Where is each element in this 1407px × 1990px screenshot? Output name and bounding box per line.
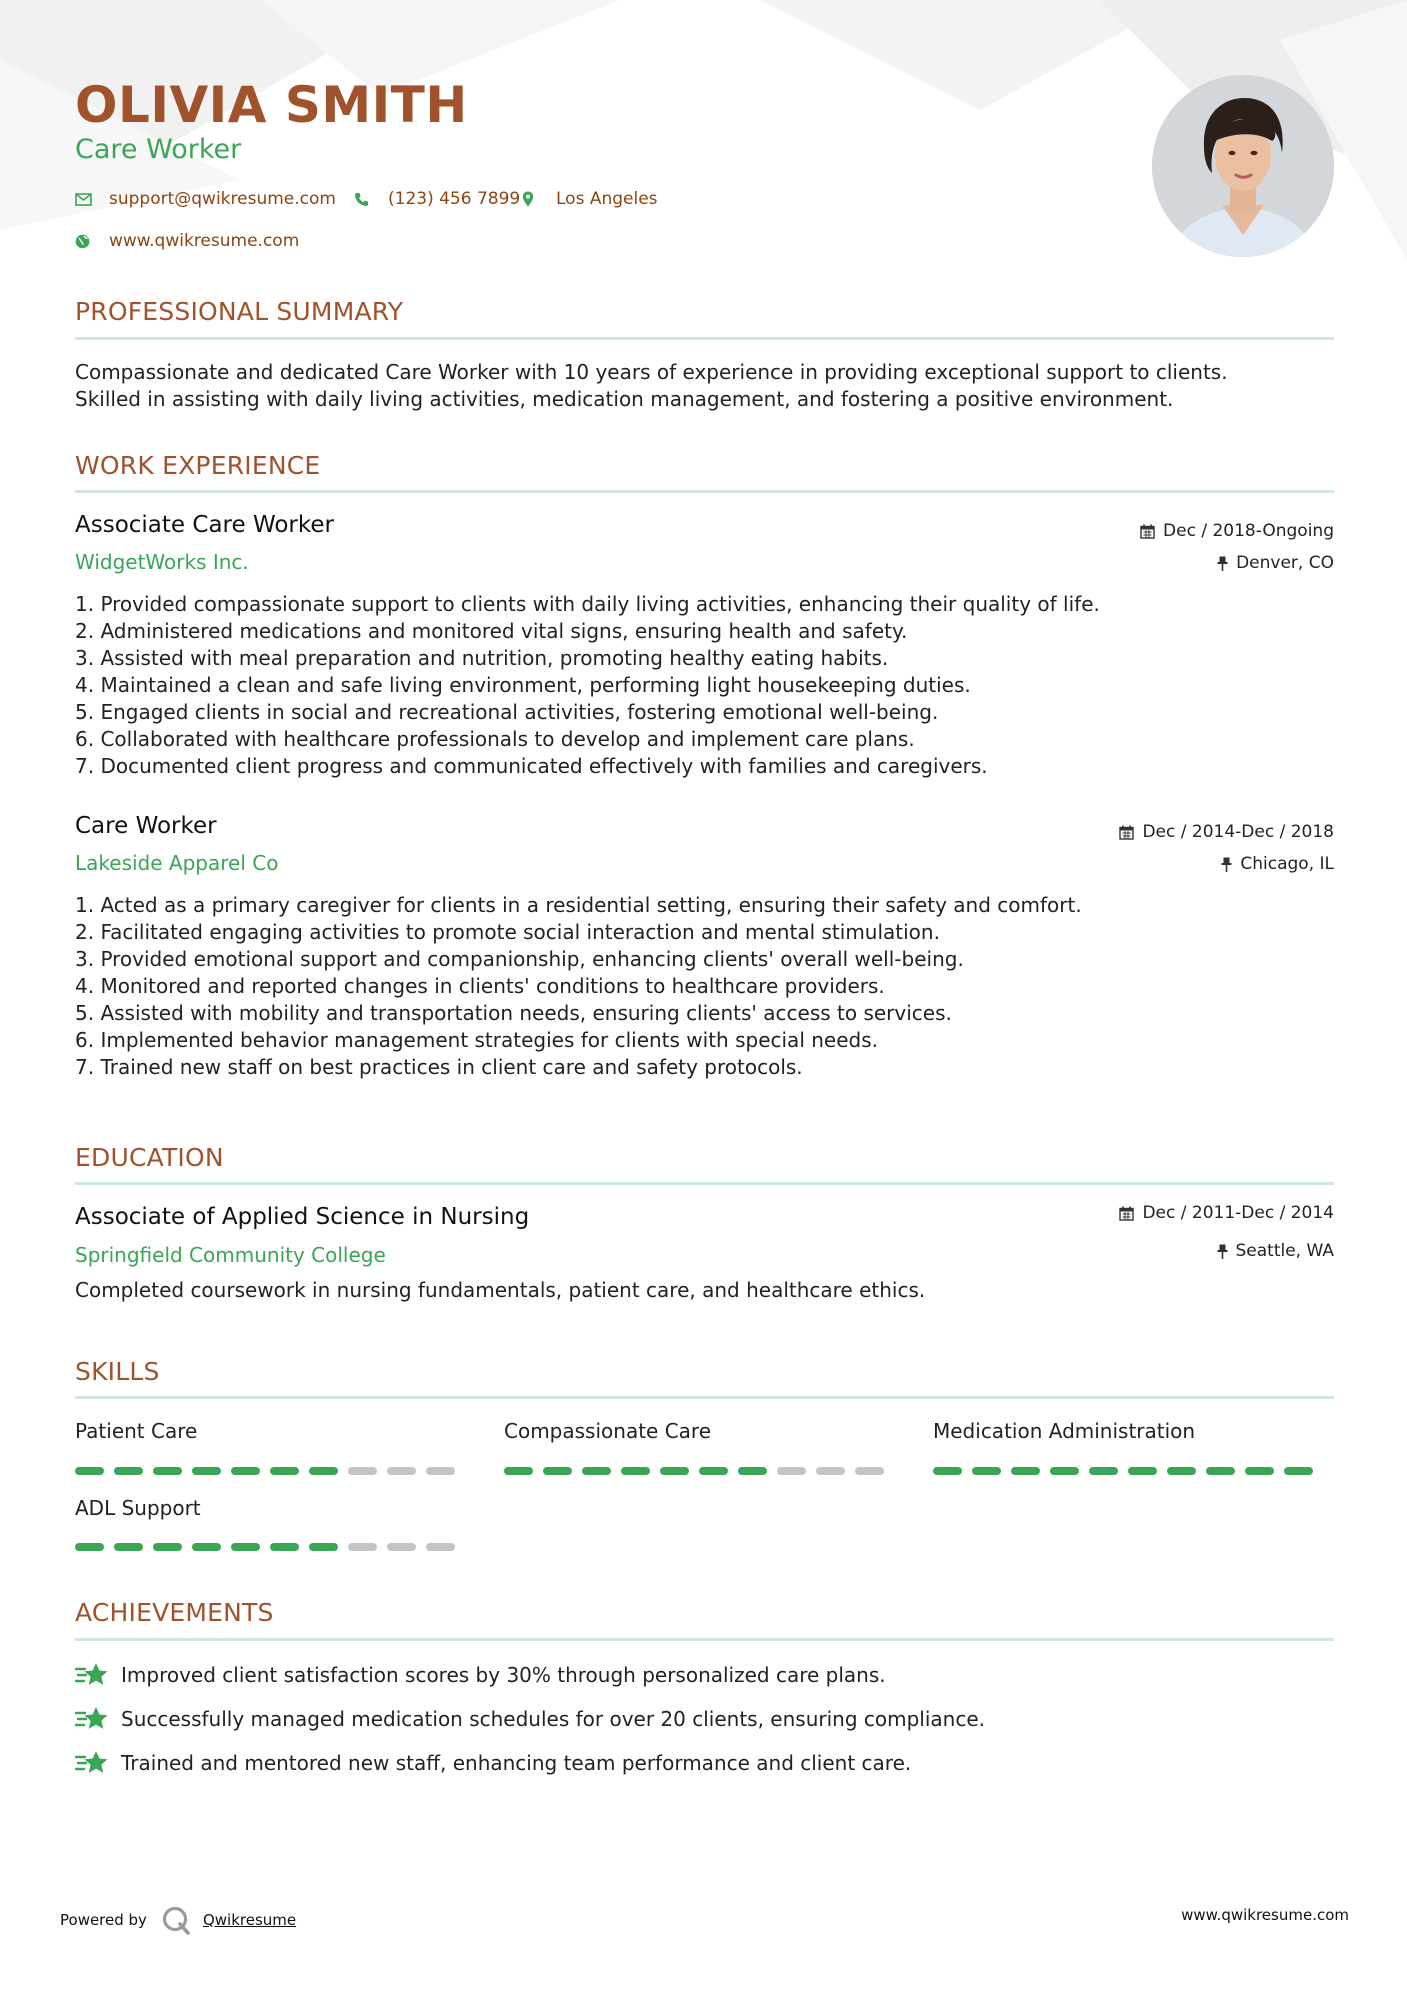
list-item: 6. Collaborated with healthcare professionals to develop and implement care plans. xyxy=(75,727,915,751)
skill-segment-filled xyxy=(231,1467,260,1475)
job-date xyxy=(1119,822,1334,842)
achievement-text: Trained and mentored new staff, enhancing team performance and client care. xyxy=(121,1751,912,1775)
skill-segment-filled xyxy=(504,1467,533,1475)
summary-text xyxy=(75,359,1228,413)
contact-location xyxy=(522,189,658,209)
skill-segment-empty xyxy=(426,1467,455,1475)
section-title-summary: PROFESSIONAL SUMMARY xyxy=(75,297,404,326)
location-text: Los Angeles xyxy=(556,189,658,209)
star-icon xyxy=(75,1705,109,1733)
pin-icon xyxy=(1217,1244,1228,1259)
skill-segment-filled xyxy=(270,1543,299,1551)
qwikresume-logo-icon xyxy=(161,1905,191,1935)
skill-segment-filled xyxy=(192,1467,221,1475)
section-title-achievements: ACHIEVEMENTS xyxy=(75,1598,274,1627)
list-item: 5. Engaged clients in social and recreational activities, fostering emotional well-being. xyxy=(75,700,939,724)
degree-title: Associate of Applied Science in Nursing xyxy=(75,1204,530,1230)
star-icon xyxy=(75,1749,109,1777)
skill-segment-filled xyxy=(153,1543,182,1551)
envelope-icon xyxy=(75,193,97,206)
skill-segment-filled xyxy=(738,1467,767,1475)
calendar-icon xyxy=(1140,524,1155,539)
list-item: 7. Trained new staff on best practices in client care and safety protocols. xyxy=(75,1055,803,1079)
skill-segment-empty xyxy=(348,1467,377,1475)
list-item: 4. Maintained a clean and safe living environment, performing light housekeeping duties. xyxy=(75,673,971,697)
star-icon xyxy=(75,1661,109,1689)
company-name: Lakeside Apparel Co xyxy=(75,851,279,875)
skill-segment-filled xyxy=(114,1467,143,1475)
skill-segment-filled xyxy=(309,1543,338,1551)
calendar-icon xyxy=(1119,825,1134,840)
skill-segment-empty xyxy=(387,1467,416,1475)
section-divider xyxy=(75,337,1334,340)
skill-segment-filled xyxy=(75,1543,104,1551)
skill-name: ADL Support xyxy=(75,1496,201,1520)
phone-text: (123) 456 7899 xyxy=(388,189,521,209)
skill-rating-bar xyxy=(933,1467,1313,1475)
skill-name: Compassionate Care xyxy=(504,1419,712,1443)
skill-segment-filled xyxy=(699,1467,728,1475)
list-item: 5. Assisted with mobility and transportation needs, ensuring clients' access to services. xyxy=(75,1001,952,1025)
skill-segment-filled xyxy=(153,1467,182,1475)
education-date xyxy=(1119,1203,1334,1223)
achievement-item xyxy=(75,1705,985,1733)
skill-segment-filled xyxy=(660,1467,689,1475)
candidate-name: OLIVIA SMITH xyxy=(75,76,468,134)
list-item: 7. Documented client progress and communicated effectively with families and caregivers. xyxy=(75,754,988,778)
skill-segment-filled xyxy=(1167,1467,1196,1475)
achievement-item xyxy=(75,1661,886,1689)
skill-rating-bar xyxy=(75,1543,455,1551)
email-text: support@qwikresume.com xyxy=(109,189,336,209)
skill-segment-filled xyxy=(582,1467,611,1475)
education-location xyxy=(1217,1241,1335,1261)
skill-segment-filled xyxy=(309,1467,338,1475)
job-title: Associate Care Worker xyxy=(75,512,334,538)
skill-segment-empty xyxy=(387,1543,416,1551)
skill-segment-filled xyxy=(1206,1467,1235,1475)
skill-segment-filled xyxy=(972,1467,1001,1475)
skill-segment-filled xyxy=(933,1467,962,1475)
education-location-text: Seattle, WA xyxy=(1235,1241,1334,1261)
powered-by-label: Powered by xyxy=(60,1911,147,1929)
phone-icon xyxy=(354,192,376,207)
calendar-icon xyxy=(1119,1206,1134,1221)
section-title-skills: SKILLS xyxy=(75,1357,160,1386)
pin-icon xyxy=(1221,857,1232,872)
job-responsibilities xyxy=(75,591,1325,780)
summary-line: Compassionate and dedicated Care Worker with 10 years of experience in providing exceptional support to clients. xyxy=(75,360,1228,384)
qwikresume-link[interactable]: Qwikresume xyxy=(202,1911,297,1929)
footer-powered-by xyxy=(60,1905,296,1935)
skill-segment-filled xyxy=(1011,1467,1040,1475)
job-date xyxy=(1140,521,1334,541)
section-divider xyxy=(75,490,1334,493)
job-responsibilities xyxy=(75,892,1325,1081)
job-location xyxy=(1217,553,1334,573)
section-title-education: EDUCATION xyxy=(75,1143,224,1172)
school-name: Springfield Community College xyxy=(75,1243,386,1267)
contact-website[interactable] xyxy=(75,231,299,251)
skill-segment-filled xyxy=(1284,1467,1313,1475)
job-location-text: Denver, CO xyxy=(1236,553,1334,573)
skill-rating-bar xyxy=(75,1467,455,1475)
pin-icon xyxy=(1217,556,1228,571)
job-location-text: Chicago, IL xyxy=(1240,854,1334,874)
education-date-text: Dec / 2011-Dec / 2014 xyxy=(1142,1203,1334,1223)
skill-segment-empty xyxy=(348,1543,377,1551)
section-divider xyxy=(75,1396,1334,1399)
job-date-text: Dec / 2018-Ongoing xyxy=(1163,521,1334,541)
skill-segment-filled xyxy=(621,1467,650,1475)
profile-photo xyxy=(1152,75,1334,257)
skill-segment-empty xyxy=(777,1467,806,1475)
skill-segment-empty xyxy=(855,1467,884,1475)
list-item: 6. Implemented behavior management strategies for clients with special needs. xyxy=(75,1028,878,1052)
list-item: 3. Assisted with meal preparation and nutrition, promoting healthy eating habits. xyxy=(75,646,889,670)
list-item: 3. Provided emotional support and companionship, enhancing clients' overall well-being. xyxy=(75,947,964,971)
achievement-item xyxy=(75,1749,911,1777)
contact-email[interactable] xyxy=(75,189,336,209)
achievement-text: Successfully managed medication schedules for over 20 clients, ensuring compliance. xyxy=(121,1707,986,1731)
list-item: 1. Provided compassionate support to clients with daily living activities, enhancing their quality of life. xyxy=(75,592,1100,616)
section-divider xyxy=(75,1638,1334,1641)
globe-icon xyxy=(75,234,97,249)
list-item: 4. Monitored and reported changes in clients' conditions to healthcare providers. xyxy=(75,974,885,998)
list-item: 2. Administered medications and monitored vital signs, ensuring health and safety. xyxy=(75,619,908,643)
skill-segment-filled xyxy=(231,1543,260,1551)
skill-segment-filled xyxy=(270,1467,299,1475)
skill-segment-filled xyxy=(114,1543,143,1551)
skill-segment-empty xyxy=(426,1543,455,1551)
skill-name: Medication Administration xyxy=(933,1419,1196,1443)
skill-name: Patient Care xyxy=(75,1419,198,1443)
skill-segment-filled xyxy=(1089,1467,1118,1475)
company-name: WidgetWorks Inc. xyxy=(75,550,249,574)
list-item: 1. Acted as a primary caregiver for clients in a residential setting, ensuring their safety and comfort. xyxy=(75,893,1082,917)
skill-segment-filled xyxy=(1128,1467,1157,1475)
section-divider xyxy=(75,1182,1334,1185)
skill-segment-empty xyxy=(816,1467,845,1475)
footer-website-link[interactable]: www.qwikresume.com xyxy=(1181,1906,1349,1924)
skill-segment-filled xyxy=(543,1467,572,1475)
skill-rating-bar xyxy=(504,1467,884,1475)
candidate-role: Care Worker xyxy=(75,134,242,165)
skill-segment-filled xyxy=(1050,1467,1079,1475)
section-title-experience: WORK EXPERIENCE xyxy=(75,451,321,480)
skill-segment-filled xyxy=(75,1467,104,1475)
job-date-text: Dec / 2014-Dec / 2018 xyxy=(1142,822,1334,842)
summary-line: Skilled in assisting with daily living activities, medication management, and fostering a positive environment. xyxy=(75,387,1174,411)
job-location xyxy=(1221,854,1334,874)
job-title: Care Worker xyxy=(75,813,217,839)
skill-segment-filled xyxy=(1245,1467,1274,1475)
contact-phone[interactable] xyxy=(354,189,520,209)
achievement-text: Improved client satisfaction scores by 30% through personalized care plans. xyxy=(121,1663,886,1687)
website-text: www.qwikresume.com xyxy=(109,231,300,251)
list-item: 2. Facilitated engaging activities to promote social interaction and mental stimulation. xyxy=(75,920,940,944)
skill-segment-filled xyxy=(192,1543,221,1551)
education-description: Completed coursework in nursing fundamentals, patient care, and healthcare ethics. xyxy=(75,1278,926,1302)
map-marker-icon xyxy=(522,191,544,207)
